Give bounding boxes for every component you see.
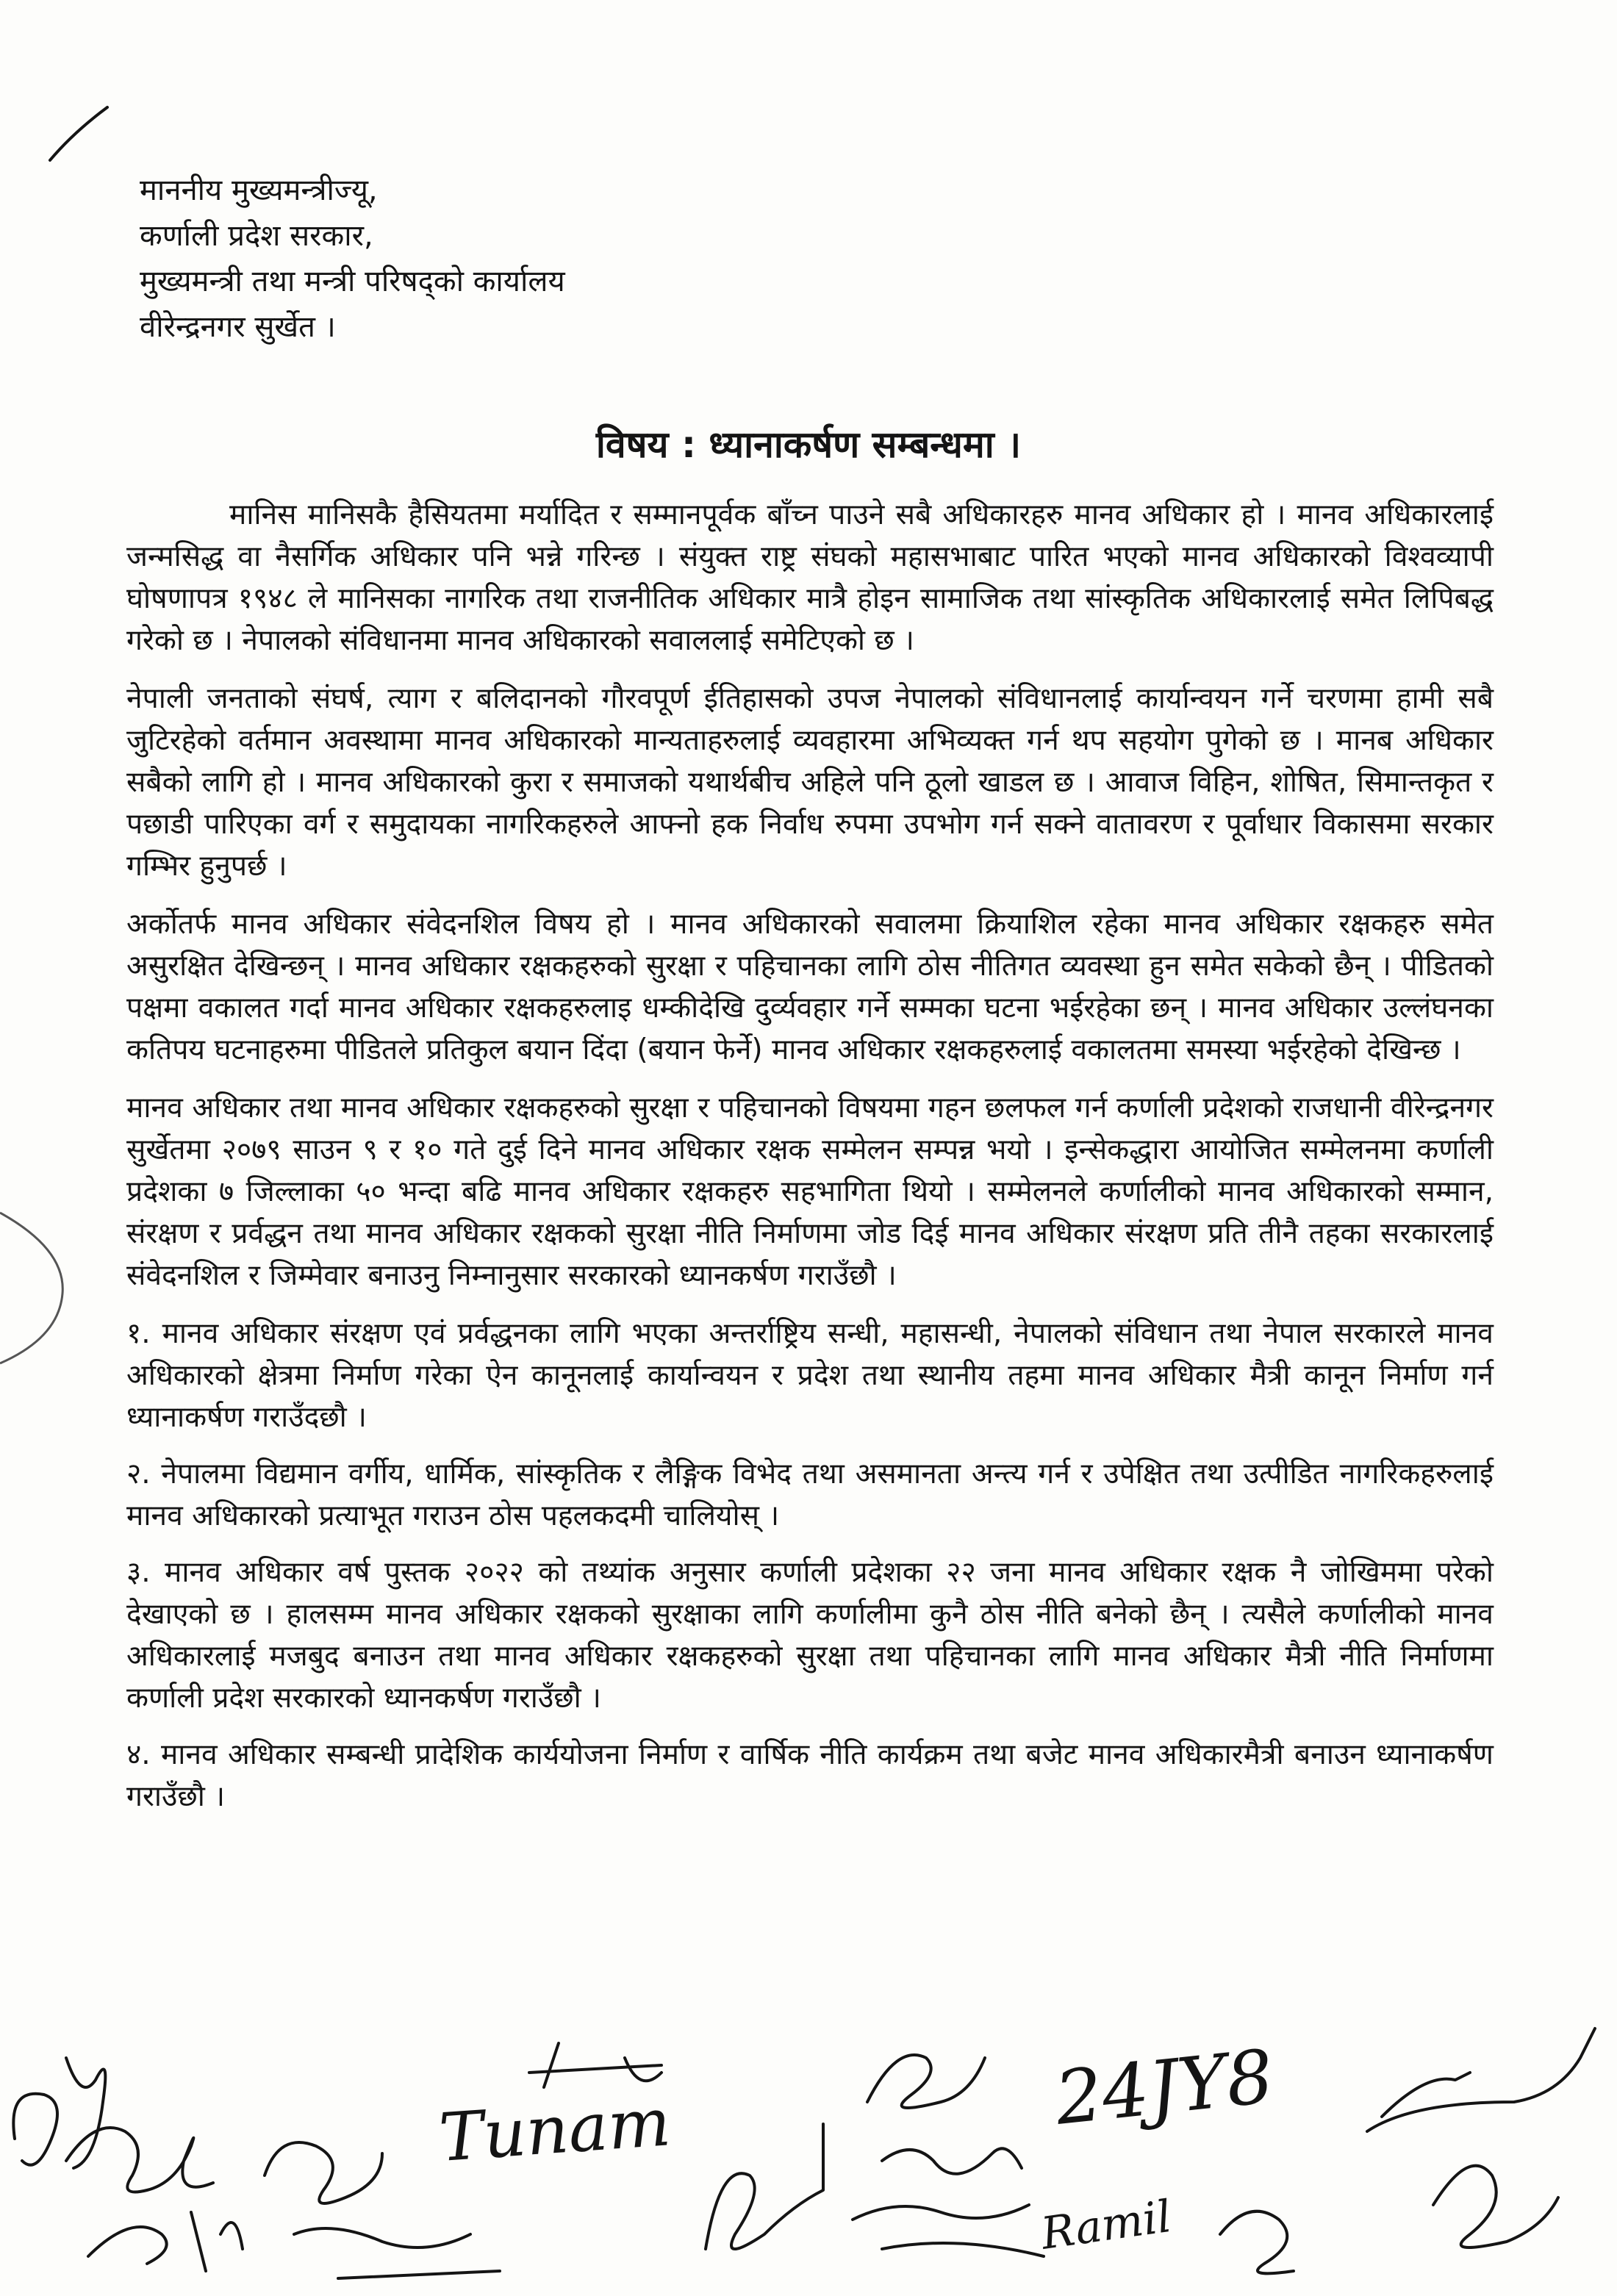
- addressee-line: माननीय मुख्यमन्त्रीज्यू,: [140, 173, 378, 207]
- demand-item: १. मानव अधिकार संरक्षण एवं प्रर्वद्धनका लागि भएका अन्तर्राष्ट्रिय सन्धी, महासन्धी, नेपालको संविधान तथा नेपाल सरकारले मानव अधिकारको क्षेत्रमा निर्माण गरेका ऐन कानूनलाई कार्यान्वयन र प्रदेश तथा स्थानीय तहमा मानव अधिकार मैत्री कानून निर्माण गर्न ध्यानाकर्षण गराउँदछौ ।: [126, 1317, 1494, 1434]
- subject-heading: विषय : ध्यानाकर्षण सम्बन्धमा ।: [595, 423, 1022, 466]
- signature-11: [1367, 2028, 1595, 2131]
- demand-item: २. नेपालमा विद्यमान वर्गीय, धार्मिक, सांस्कृतिक र लैङ्गिक विभेद तथा असमानता अन्त्य गर्न र उपेक्षित तथा उत्पीडित नागरिकहरुलाई मानव अधिकारको प्रत्याभूत गराउन ठोस पहलकदमी चालियोस् ।: [126, 1457, 1494, 1532]
- letter-body: [126, 494, 1494, 1832]
- signatures-drawing: [0, 2014, 1617, 2296]
- signature-2: [66, 2128, 213, 2192]
- addressee-line: कर्णाली प्रदेश सरकार,: [140, 219, 373, 253]
- signature-3: [88, 2212, 243, 2271]
- demand-item: ४. मानव अधिकार सम्बन्धी प्रादेशिक कार्ययोजना निर्माण र वार्षिक नीति कार्यक्रम तथा बजेट मानव अधिकारमैत्री बनाउन ध्यानाकर्षण गराउँछौ ।: [126, 1738, 1494, 1813]
- signature-9: [867, 2055, 1022, 2174]
- signature-10: 24JY8: [1051, 2033, 1277, 2142]
- signature-14: [853, 2205, 1044, 2256]
- addressee-line: वीरेन्द्रनगर सुर्खेत ।: [140, 310, 336, 344]
- signature-8: [706, 2124, 823, 2249]
- body-paragraph: अर्कोतर्फ मानव अधिकार संवेदनशिल विषय हो । मानव अधिकारको सवालमा क्रियाशिल रहेका मानव अधिकार रक्षकहरु समेत असुरक्षित देखिन्छन् । मानव अधिकार रक्षकहरुको सुरक्षा र पहिचानका लागि ठोस नीतिगत व्यवस्था हुन समेत सकेको छैन् । पीडितको पक्षमा वकालत गर्दा मानव अधिकार रक्षकहरुलाइ धम्कीदेखि दुर्व्यवहार गर्ने सम्मका घटना भईरहेका छन् । मानव अधिकार उल्लंघनका कतिपय घटनाहरुमा पीडितले प्रतिकुल बयान दिंदा (बयान फेर्ने) मानव अधिकार रक्षकहरुलाई वकालतमा समस्या भईरहेको देखिन्छ ।: [126, 908, 1494, 1066]
- signature-4: [265, 2142, 470, 2247]
- signature-5: [338, 2271, 500, 2278]
- signature-12: [1433, 2166, 1558, 2247]
- signature-1: [13, 2058, 105, 2168]
- signature-13: [1220, 2211, 1294, 2274]
- body-paragraph: मानव अधिकार तथा मानव अधिकार रक्षकहरुको सुरक्षा र पहिचानको विषयमा गहन छलफल गर्न कर्णाली प्रदेशको राजधानी वीरेन्द्रनगर सुर्खेतमा २०७९ साउन ९ र १० गते दुई दिने मानव अधिकार रक्षक सम्मेलन सम्पन्न भयो । इन्सेकद्धारा आयोजित सम्मेलनमा कर्णाली प्रदेशका ७ जिल्लाका ५० भन्दा बढि मानव अधिकार रक्षकहरु सहभागिता थियो । सम्मेलनले कर्णालीको मानव अधिकारको सम्मान, संरक्षण र प्रर्वद्धन तथा मानव अधिकार रक्षकको सुरक्षा नीति निर्माणमा जोड दिई मानव अधिकार संरक्षण प्रति तीनै तहका सरकारलाई संवेदनशिल र जिम्मेवार बनाउनु निम्नानुसार सरकारको ध्यानकर्षण गराउँछौ ।: [126, 1091, 1494, 1292]
- demand-item: ३. मानव अधिकार वर्ष पुस्तक २०२२ को तथ्यांक अनुसार कर्णाली प्रदेशका २२ जना मानव अधिकार रक्षक नै जोखिममा परेको देखाएको छ । हालसम्म मानव अधिकार रक्षकको सुरक्षाका लागि कर्णालीमा कुनै ठोस नीति बनेको छैन् । त्यसैले कर्णालीको मानव अधिकारलाई मजबुद बनाउन तथा मानव अधिकार रक्षकहरुको सुरक्षा तथा पहिचानका लागि मानव अधिकार मैत्री नीति निर्माणमा कर्णाली प्रदेश सरकारको ध्यानकर्षण गराउँछौ ।: [126, 1556, 1494, 1715]
- pen-stroke-mark: [44, 103, 118, 169]
- body-paragraph: मानिस मानिसकै हैसियतमा मर्यादित र सम्मानपूर्वक बाँच्न पाउने सबै अधिकारहरु मानव अधिकार हो । मानव अधिकारलाई जन्मसिद्ध वा नैसर्गिक अधिकार पनि भन्ने गरिन्छ । संयुक्त राष्ट्र संघको महासभाबाट पारित भएको मानव अधिकारको विश्वव्यापी घोषणापत्र १९४८ ले मानिसका नागरिक तथा राजनीतिक अधिकार मात्रै होइन सामाजिक तथा सांस्कृतिक अधिकारलाई समेत लिपिबद्ध गरेको छ । नेपालको संविधानमा मानव अधिकारको सवाललाई समेटिएको छ ।: [126, 498, 1494, 657]
- signature-6: Tunam: [437, 2084, 673, 2177]
- signatures-area: [0, 2014, 1617, 2296]
- addressee-line: मुख्यमन्त्री तथा मन्त्री परिषद्को कार्यालय: [140, 265, 565, 298]
- margin-curve-mark: [0, 1205, 74, 1367]
- signature-15: Ramil: [1038, 2190, 1175, 2260]
- signature-7: [529, 2043, 662, 2087]
- addressee-block: [140, 168, 948, 350]
- body-paragraph: नेपाली जनताको संघर्ष, त्याग र बलिदानको गौरवपूर्ण ईतिहासको उपज नेपालको संविधानलाई कार्यान्वयन गर्ने चरणमा हामी सबै जुटिरहेको वर्तमान अवस्थामा मानव अधिकारको मान्यताहरुलाई व्यवहारमा अभिव्यक्त गर्न थप सहयोग पुगेको छ । मानब अधिकार सबैको लागि हो । मानव अधिकारको कुरा र समाजको यथार्थबीच अहिले पनि ठूलो खाडल छ । आवाज विहिन, शोषित, सिमान्तकृत र पछाडी पारिएका वर्ग र समुदायका नागरिकहरुले आफ्नो हक निर्वाध रुपमा उपभोग गर्न सक्ने वातावरण र पूर्वाधार विकासमा सरकार गम्भिर हुनुपर्छ ।: [126, 682, 1494, 883]
